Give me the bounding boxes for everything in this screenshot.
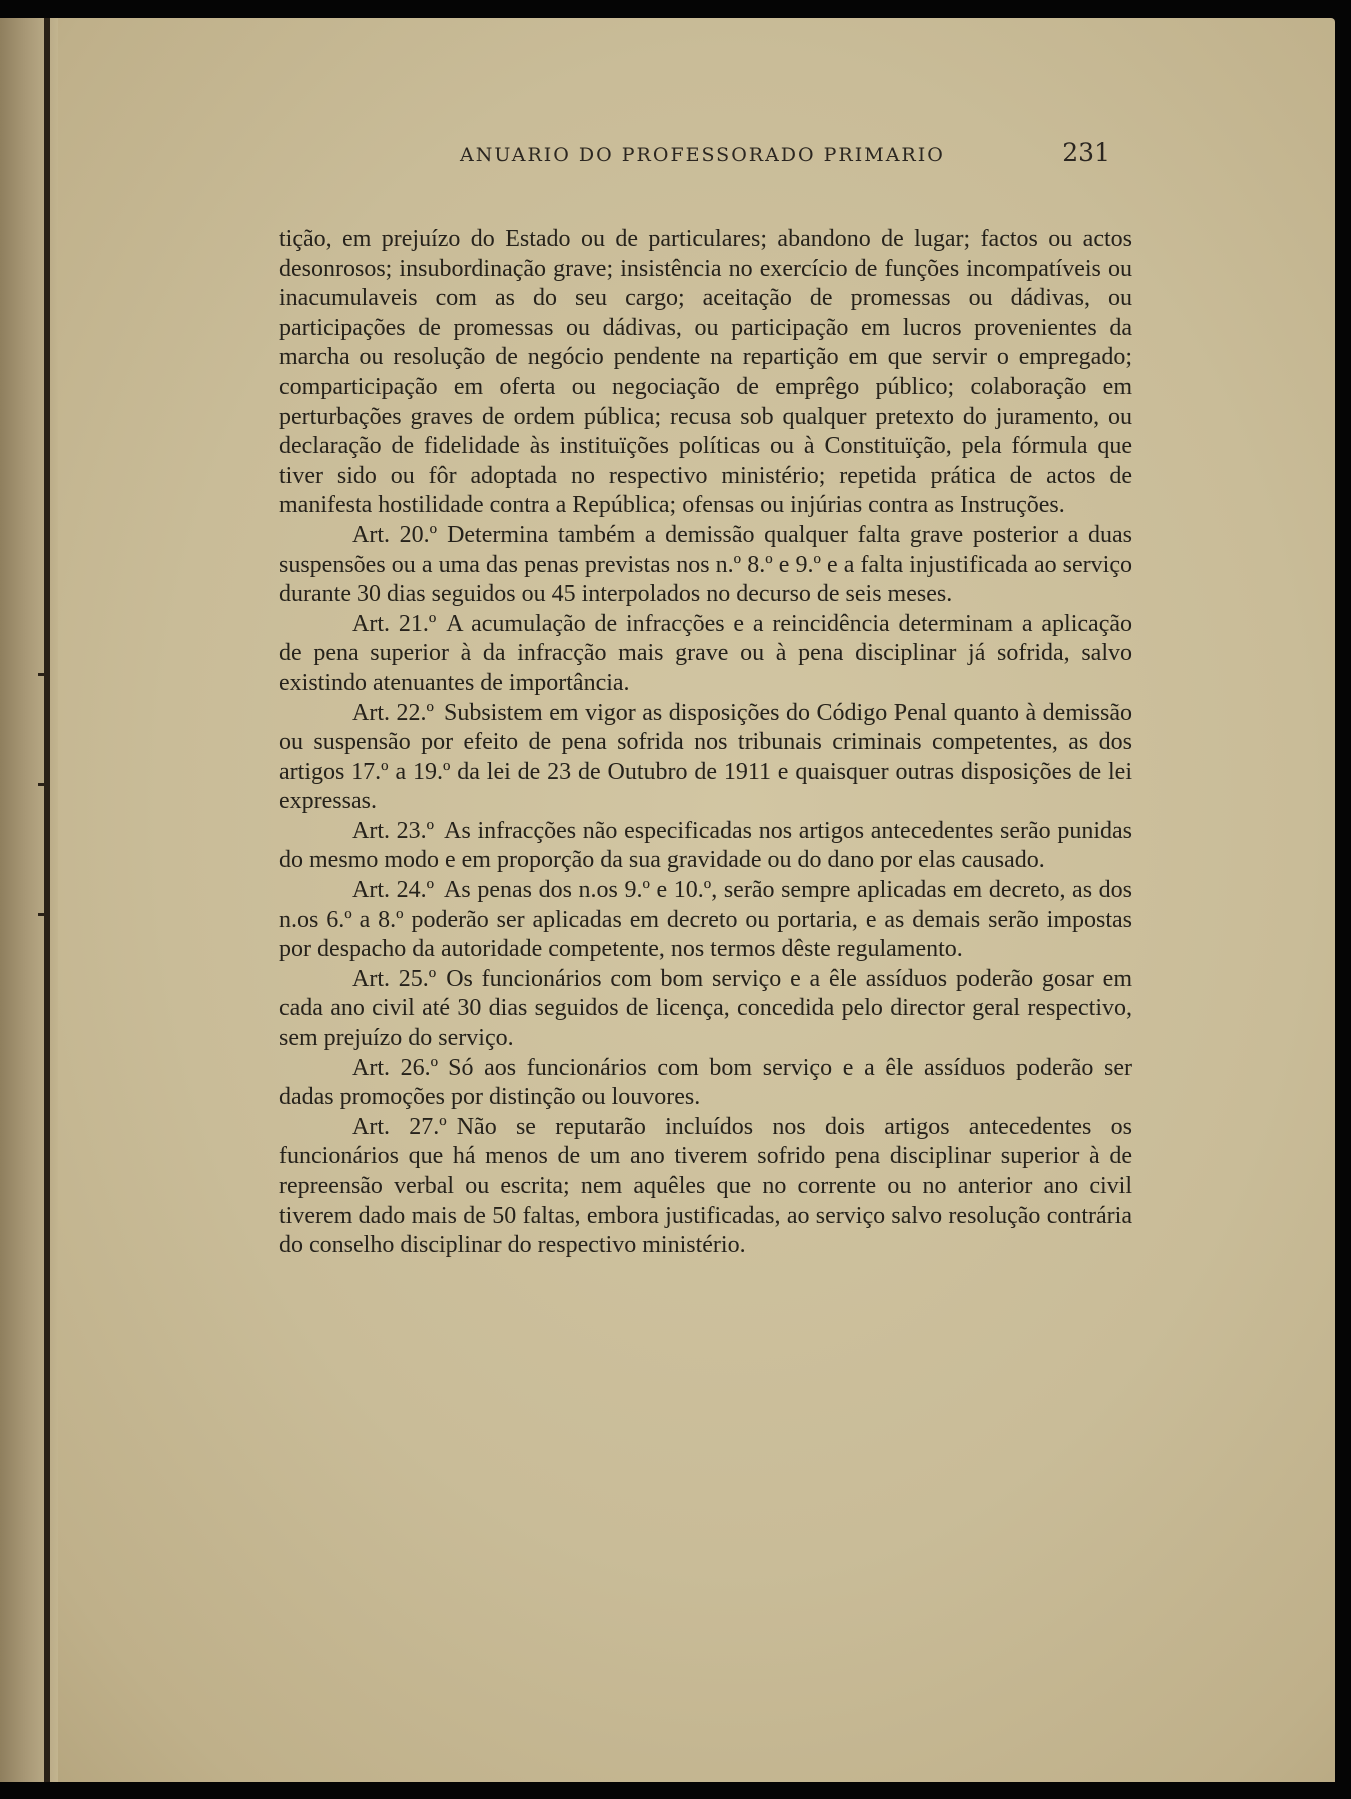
article-21 — [279, 610, 1132, 699]
article-label: Art. 22.º — [352, 699, 434, 726]
running-title: ANUARIO DO PROFESSORADO PRIMARIO — [460, 144, 945, 166]
edge-mark — [38, 673, 48, 676]
edge-mark — [38, 783, 48, 786]
page-header — [280, 134, 1110, 174]
article-text: As penas dos n.os 9.º e 10.º, serão sempre aplicadas em decreto, as dos n.os 6.º a 8.º poderão ser aplicadas em decreto ou portaria, e as demais serão impostas por despacho da autoridade competente, nos termos dêste regulamento. — [279, 877, 1132, 963]
article-26 — [279, 1054, 1132, 1113]
binding-edge-line — [44, 18, 50, 1782]
article-label: Art. 25.º — [352, 965, 437, 992]
article-label: Art. 24.º — [352, 877, 435, 904]
article-label: Art. 20.º — [352, 521, 438, 548]
article-label: Art. 26.º — [352, 1054, 439, 1081]
body-text — [279, 225, 1132, 1261]
edge-mark — [38, 913, 48, 916]
page-number: 231 — [1062, 138, 1110, 167]
article-label: Art. 21.º — [352, 610, 437, 637]
article-label: Art. 27.º — [352, 1113, 447, 1140]
article-text: Os funcionários com bom serviço e a êle assíduos poderão gosar em cada ano civil até 30 dias seguidos de licença, concedida pelo director geral respectivo, sem prejuízo do serviço. — [279, 965, 1132, 1052]
article-label: Art. 23.º — [352, 817, 435, 844]
article-text: Determina também a demissão qualquer falta grave posterior a duas suspensões ou a uma das penas previstas nos n.º 8.º e 9.º e a falta injustificada ao serviço durante 30 dias seguidos ou 45 interpolados no decurso de seis meses. — [279, 521, 1133, 608]
article-text: A acumulação de infracções e a reincidência determinam a aplicação de pena superior à da infracção mais grave ou à pena disciplinar já sofrida, salvo existindo atenuantes de importância. — [279, 610, 1132, 696]
article-text: Só aos funcionários com bom serviço e a êle assíduos poderão ser dadas promoções por distinção ou louvores. — [279, 1054, 1132, 1111]
article-24 — [279, 876, 1132, 965]
article-23 — [279, 817, 1132, 876]
book-page — [0, 18, 1335, 1782]
article-text: As infracções não especificadas nos artigos antecedentes serão punidas do mesmo modo e em proporção da sua gravidade ou do dano por elas causado. — [279, 817, 1132, 874]
article-25 — [279, 965, 1132, 1054]
article-text: Subsistem em vigor as disposições do Código Penal quanto à demissão ou suspensão por efeito de pena sofrida nos tribunais criminais competentes, as dos artigos 17.º a 19.º da lei de 23 de Outubro de 1911 e quaisquer outras disposições de lei expressas. — [279, 699, 1133, 815]
opening-paragraph: tição, em prejuízo do Estado ou de particulares; abandono de lugar; factos ou actos desonrosos; insubordinação grave; insistência no exercício de funções incompatíveis ou inacumulaveis com as do seu cargo; aceitação de promessas ou dádivas, ou participações de promessas ou dádivas, ou participação em lucros provenientes da marcha ou resolução de negócio pendente na repartição em que servir o empregado; comparticipação em oferta ou negociação de emprêgo público; colaboração em perturbações graves de ordem pública; recusa sob qualquer pretexto do juramento, ou declaração de fidelidade às instituïções políticas ou à Constituïção, pela fórmula que tiver sido ou fôr adoptada no respectivo ministério; repetida prática de actos de manifesta hostilidade contra a República; ofensas ou injúrias contra as Instruções. — [279, 226, 1132, 519]
article-22 — [279, 699, 1132, 817]
article-20 — [279, 521, 1132, 610]
article-27 — [279, 1113, 1132, 1261]
article-text: Não se reputarão incluídos nos dois artigos antecedentes os funcionários que há menos de um ano tiverem sofrido pena disciplinar superior à de repreensão verbal ou escrita; nem aquêles que no corrente ou no anterior ano civil tiverem dado mais de 50 faltas, embora justificadas, ao serviço salvo resolução contrária do conselho disciplinar do respectivo ministério. — [279, 1113, 1132, 1259]
page-binding — [0, 18, 58, 1782]
